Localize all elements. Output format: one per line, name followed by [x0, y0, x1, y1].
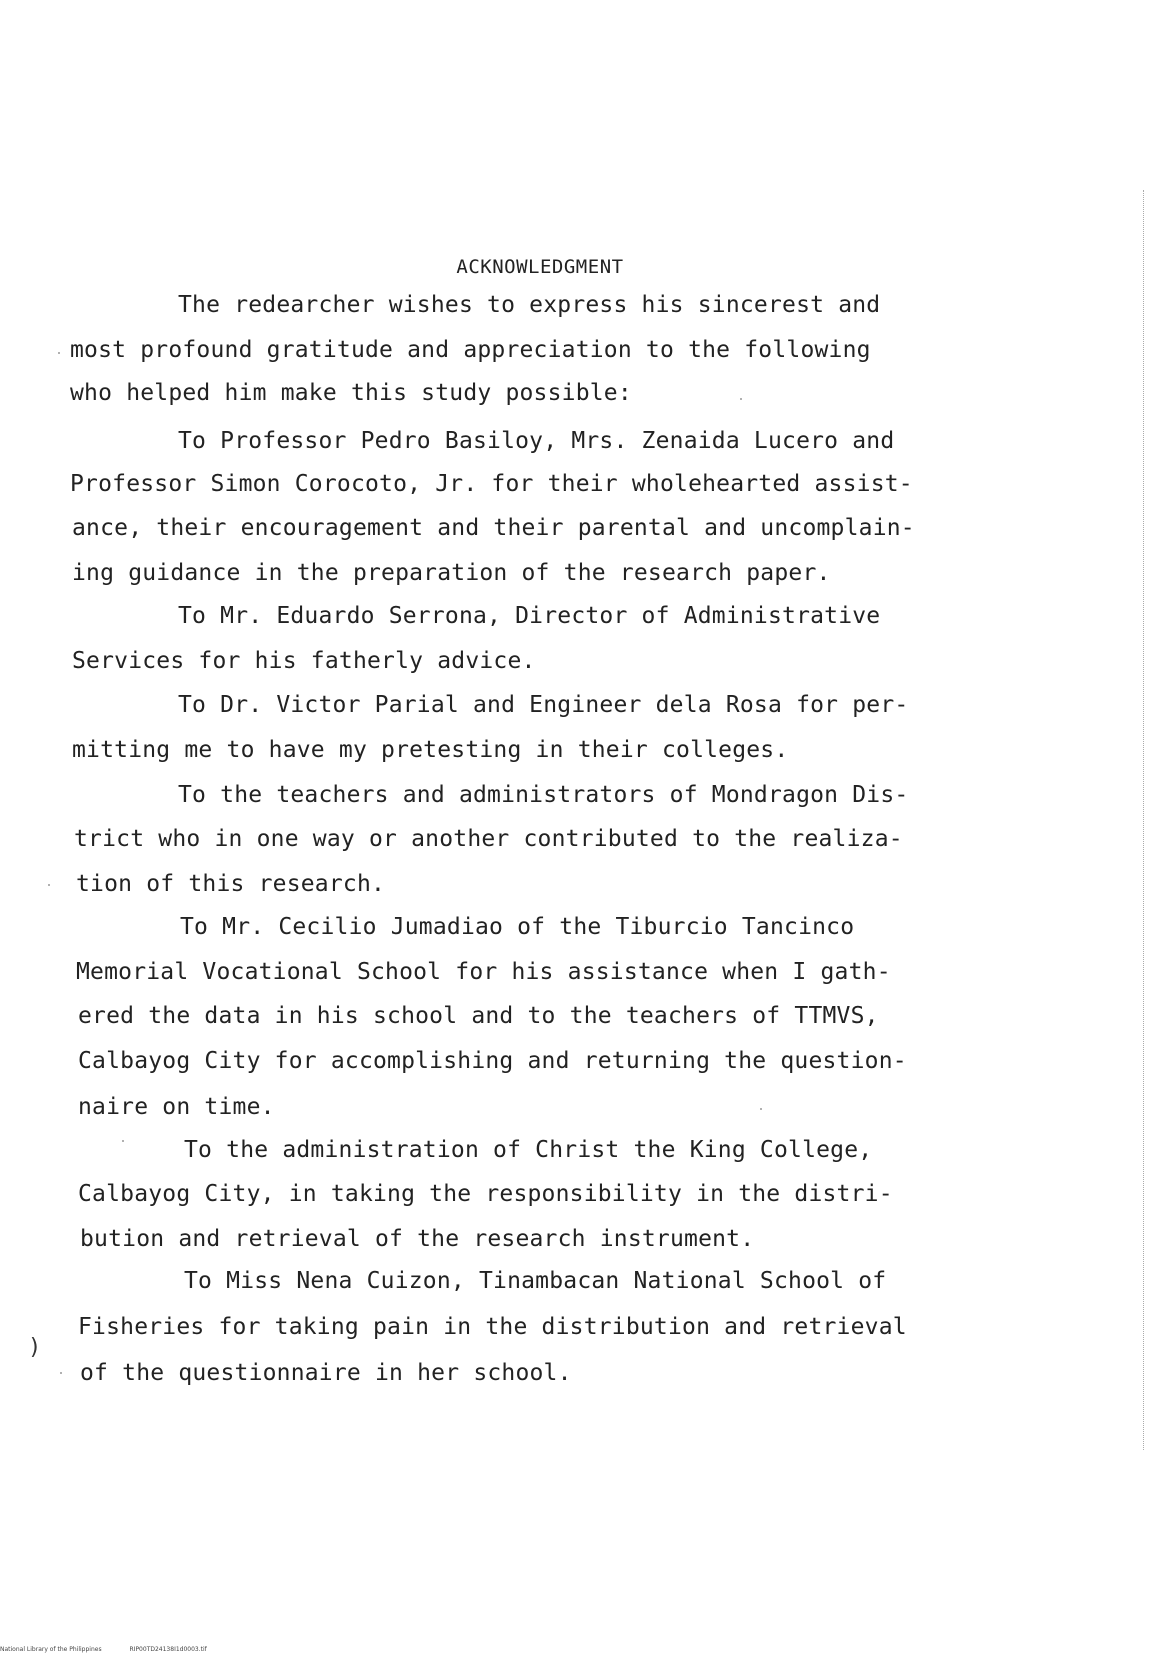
text-line: To the teachers and administrators of Mondragon Dis- — [178, 782, 909, 808]
text-line: mitting me to have my pretesting in their colleges. — [72, 737, 789, 763]
text-line: To Dr. Victor Parial and Engineer dela Rosa for per- — [178, 692, 909, 718]
text-line: Calbayog City for accomplishing and returning the question- — [78, 1048, 907, 1074]
text-line: Services for his fatherly advice. — [72, 648, 536, 674]
text-line: bution and retrieval of the research instrument. — [80, 1226, 755, 1252]
text-line: tion of this research. — [76, 871, 386, 897]
text-line: trict who in one way or another contributed to the realiza- — [74, 826, 903, 852]
text-line: Fisheries for taking pain in the distribution and retrieval — [78, 1314, 907, 1340]
footer-library: National Library of the Philippines — [0, 1646, 102, 1653]
text-line: To Mr. Eduardo Serrona, Director of Administrative — [178, 603, 881, 629]
scan-speck — [760, 1108, 762, 1110]
footer-file-id: RIP00TD24138I1d0003.tif — [129, 1646, 207, 1653]
scan-edge-mark — [1142, 190, 1144, 1450]
text-line: To Miss Nena Cuizon, Tinambacan National School of — [184, 1268, 887, 1294]
text-line: The redearcher wishes to express his sincerest and — [178, 292, 881, 318]
text-line: To Mr. Cecilio Jumadiao of the Tiburcio Tancinco — [180, 914, 855, 940]
text-line: who helped him make this study possible: — [70, 380, 632, 406]
scan-speck — [122, 1140, 124, 1142]
margin-mark: ) — [28, 1335, 42, 1360]
text-line: Memorial Vocational School for his assistance when I gath- — [76, 959, 891, 985]
scan-speck — [58, 352, 60, 354]
text-line: Professor Simon Corocoto, Jr. for their wholehearted assist- — [70, 471, 913, 497]
scan-speck — [740, 398, 742, 400]
text-line: naire on time. — [78, 1094, 275, 1120]
text-line: To the administration of Christ the King College, — [184, 1137, 873, 1163]
text-line: To Professor Pedro Basiloy, Mrs. Zenaida Lucero and — [178, 428, 895, 454]
text-line: Calbayog City, in taking the responsibility in the distri- — [78, 1181, 893, 1207]
page-title: ACKNOWLEDGMENT — [456, 256, 624, 278]
scan-speck — [60, 1372, 62, 1374]
text-line: most profound gratitude and appreciation to the following — [70, 337, 871, 363]
scan-speck — [48, 884, 50, 886]
text-line: ing guidance in the preparation of the research paper. — [72, 560, 831, 586]
text-line: ance, their encouragement and their parental and uncomplain- — [72, 515, 915, 541]
scan-footer — [0, 1646, 233, 1653]
text-line: ered the data in his school and to the teachers of TTMVS, — [78, 1003, 879, 1029]
text-line: of the questionnaire in her school. — [80, 1360, 572, 1386]
